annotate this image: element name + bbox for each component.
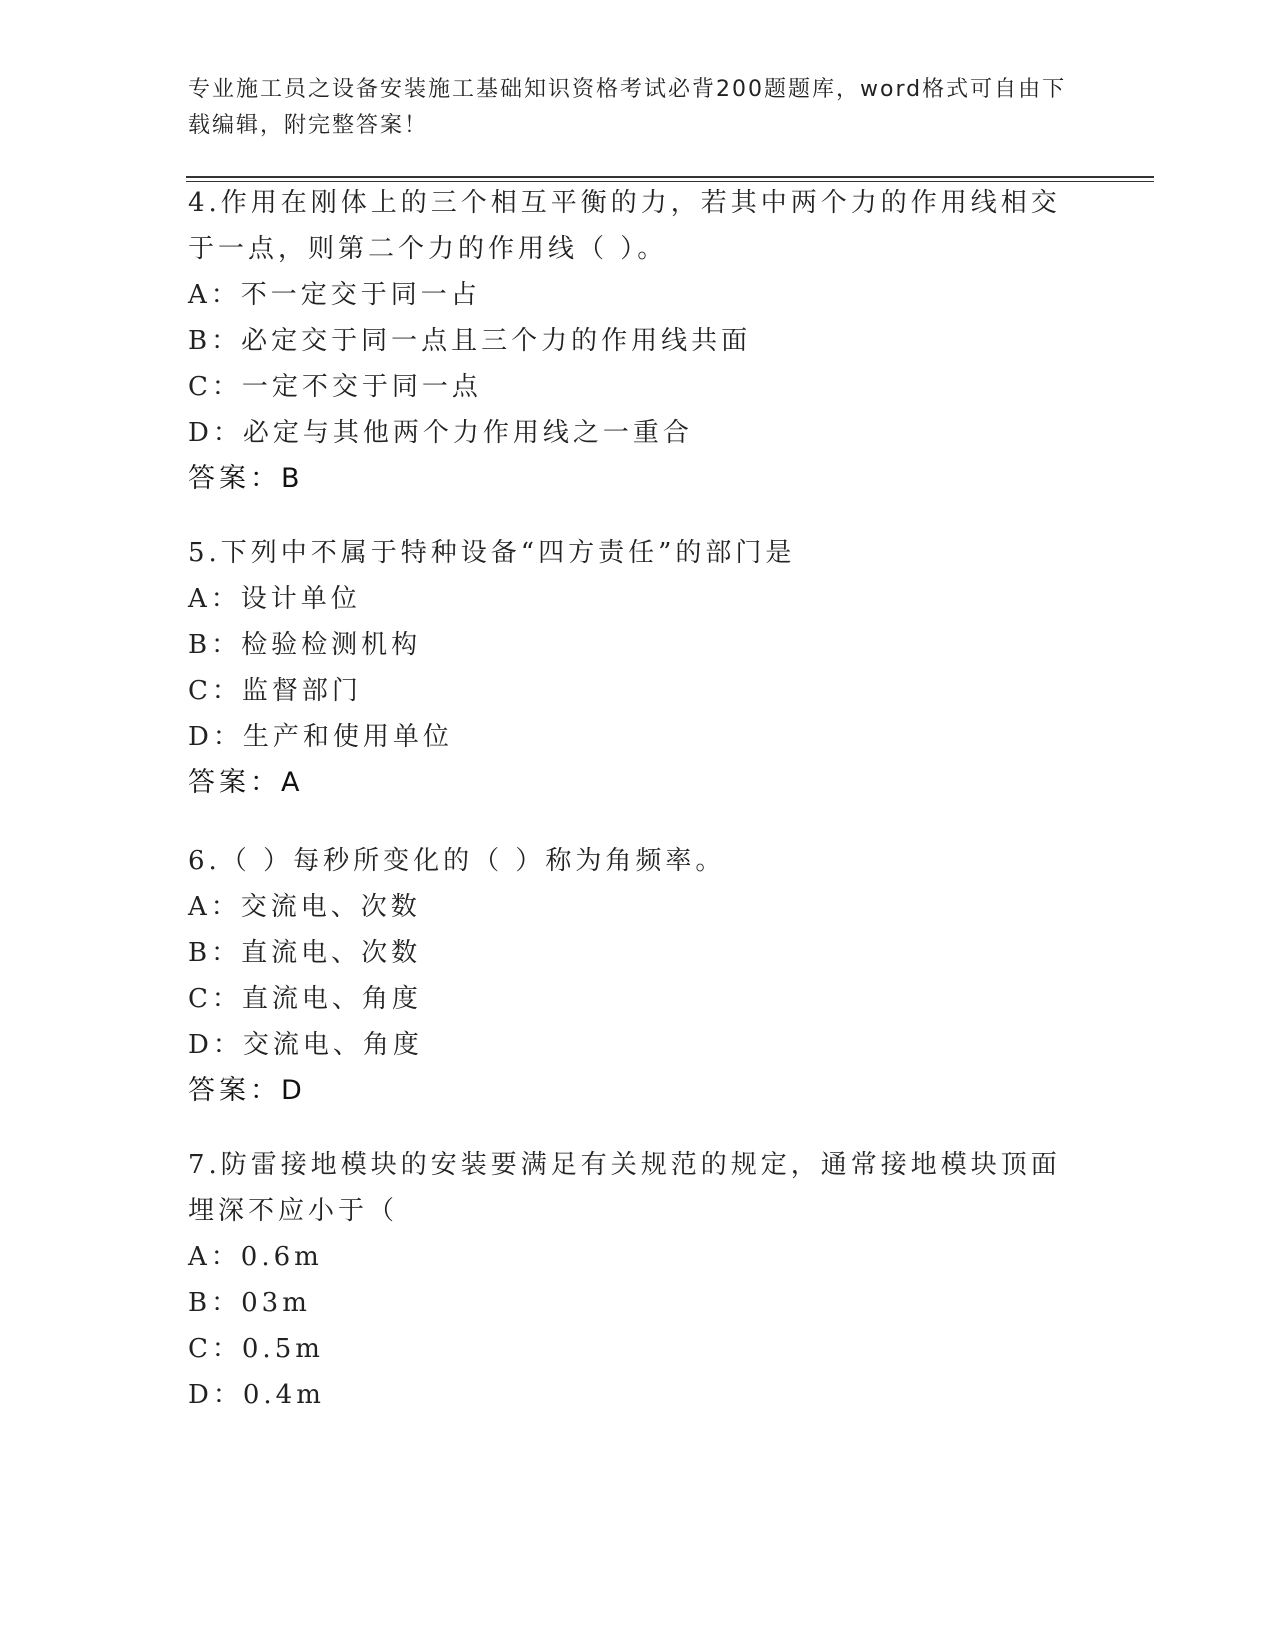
option-b: B：直流电、次数 bbox=[188, 938, 422, 968]
option-c: C：一定不交于同一点 bbox=[188, 372, 482, 402]
answer-label: 答案：D bbox=[188, 1075, 306, 1106]
question-block bbox=[188, 530, 1068, 806]
option-b: B：03m bbox=[188, 1288, 311, 1318]
question-stem: 6.（ ）每秒所变化的（ ）称为角频率。 bbox=[188, 846, 726, 876]
question-stem: 5.下列中不属于特种设备“四方责任”的部门是 bbox=[188, 538, 796, 568]
option-d: D：交流电、角度 bbox=[188, 1030, 423, 1060]
document-header: 专业施工员之设备安装施工基础知识资格考试必背200题题库，word格式可自由下载编辑，附完整答案！ bbox=[188, 77, 1067, 138]
option-b: B：检验检测机构 bbox=[188, 630, 422, 660]
question-stem: 7.防雷接地模块的安装要满足有关规范的规定，通常接地模块顶面埋深不应小于（ bbox=[188, 1150, 1061, 1226]
question-block bbox=[188, 838, 1068, 1114]
option-c: C：直流电、角度 bbox=[188, 984, 422, 1014]
option-d: D：必定与其他两个力作用线之一重合 bbox=[188, 418, 693, 448]
header-divider bbox=[186, 176, 1154, 178]
option-d: D：0.4m bbox=[188, 1380, 325, 1410]
option-d: D：生产和使用单位 bbox=[188, 722, 453, 752]
answer-label: 答案：B bbox=[188, 463, 304, 494]
option-a: A：交流电、次数 bbox=[188, 892, 421, 922]
option-c: C：监督部门 bbox=[188, 676, 362, 706]
question-block bbox=[188, 180, 1068, 502]
option-b: B：必定交于同一点且三个力的作用线共面 bbox=[188, 326, 752, 356]
option-a: A：设计单位 bbox=[188, 584, 361, 614]
question-block bbox=[188, 1142, 1068, 1418]
answer-label: 答案：A bbox=[188, 767, 304, 798]
question-stem: 4.作用在刚体上的三个相互平衡的力，若其中两个力的作用线相交于一点，则第二个力的作用线（ ）。 bbox=[188, 188, 1061, 264]
option-a: A：0.6m bbox=[188, 1242, 323, 1272]
option-c: C：0.5m bbox=[188, 1334, 324, 1364]
option-a: A：不一定交于同一占 bbox=[188, 280, 481, 310]
